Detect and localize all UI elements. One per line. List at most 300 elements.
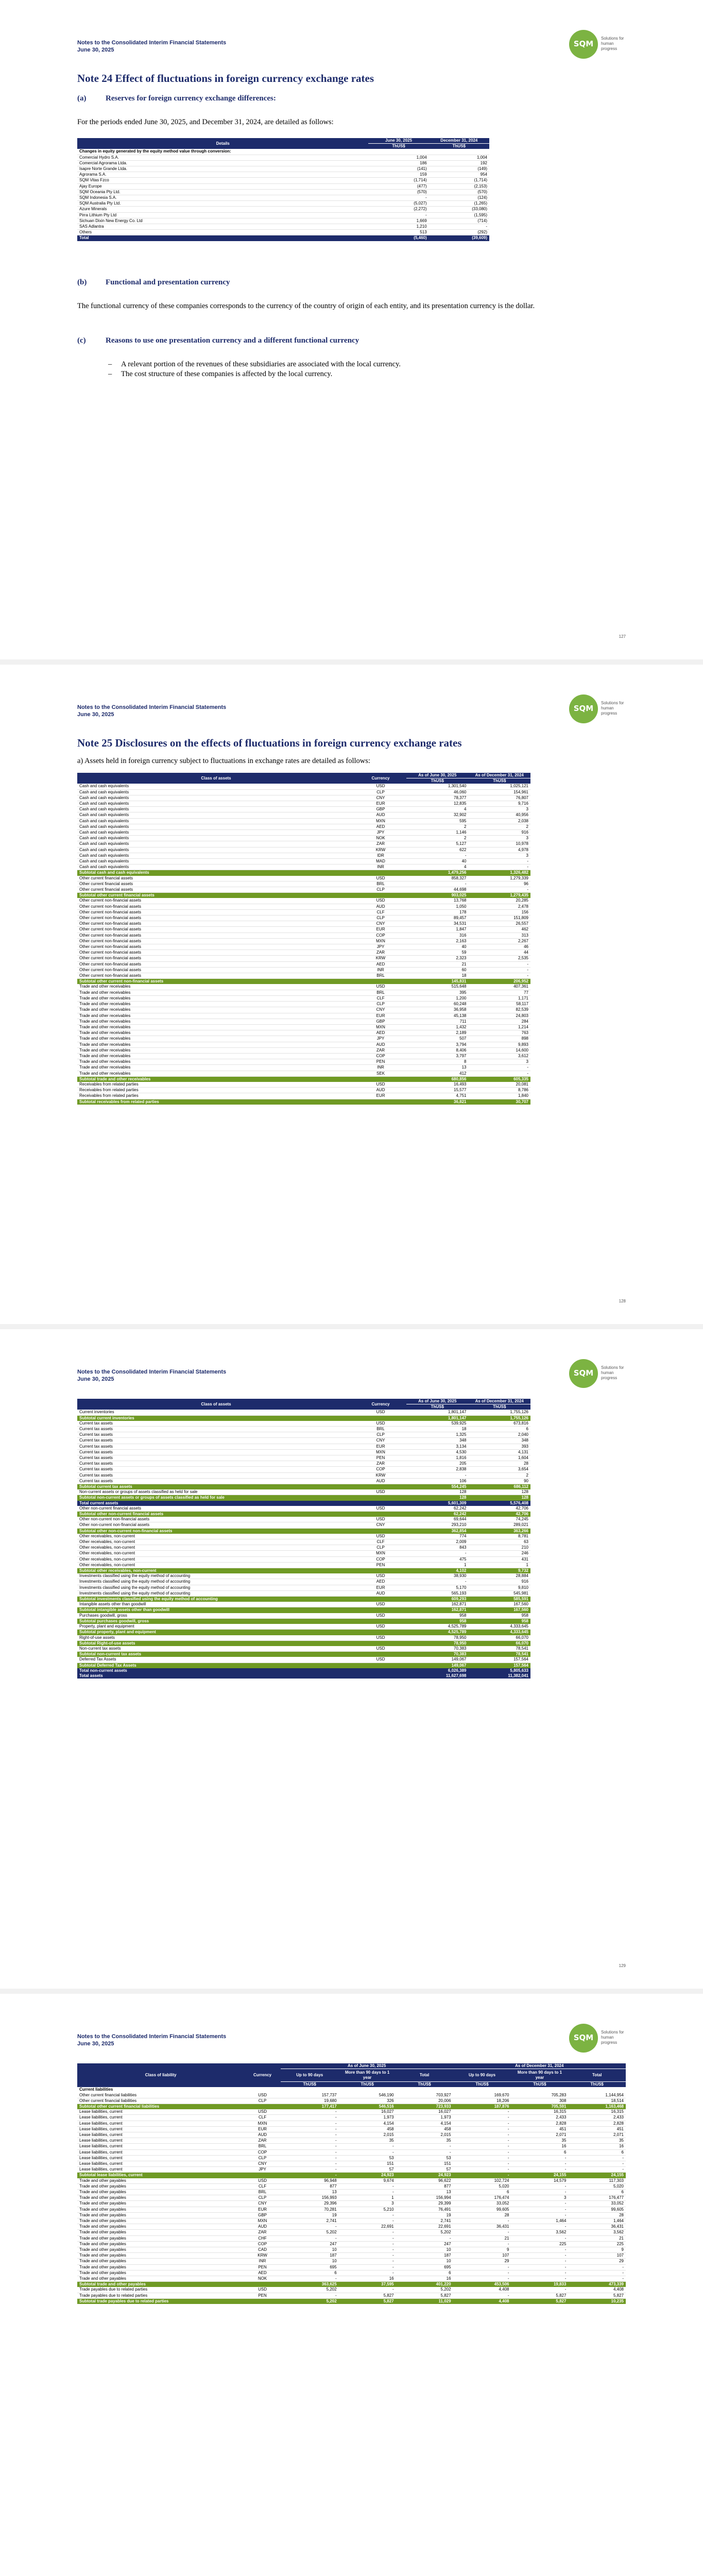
row-value: 326 — [339, 2098, 396, 2104]
table-row — [77, 2149, 626, 2155]
row-currency — [355, 979, 406, 985]
unit-label: ThUS$ — [568, 2082, 626, 2088]
row-value: 35 — [568, 2138, 626, 2144]
row-value: 26,557 — [469, 921, 531, 927]
row-label: Ajay Europe — [77, 183, 368, 189]
row-value: 3 — [469, 853, 531, 858]
row-value: 9,716 — [469, 801, 531, 806]
row-currency: USD — [355, 1534, 406, 1539]
row-value: - — [339, 2241, 396, 2247]
col-more-90: More than 90 days to 1 year — [339, 2069, 396, 2082]
row-currency — [244, 2104, 280, 2109]
row-value: - — [339, 2264, 396, 2270]
table-row — [77, 1042, 530, 1047]
row-currency: CLF — [244, 2115, 280, 2121]
row-value: 686,112 — [469, 1484, 531, 1490]
row-currency — [244, 2298, 280, 2304]
table-row — [77, 995, 530, 1001]
row-value: 2,189 — [406, 1030, 468, 1036]
row-currency: CLP — [244, 2098, 280, 2104]
row-label: Other current non-financial assets — [77, 921, 355, 927]
header-title: Notes to the Consolidated Interim Financial Statements — [77, 2033, 227, 2040]
table-row — [77, 1053, 530, 1059]
row-currency: USD — [355, 984, 406, 990]
row-label: Trade and other payables — [77, 2207, 244, 2212]
row-value: 458 — [339, 2126, 396, 2132]
row-label: Lease liabilities, current — [77, 2109, 244, 2115]
row-value: 958 — [406, 1613, 468, 1619]
page-header — [77, 2033, 226, 2047]
col-dec-2024: December 31, 2024 — [429, 138, 489, 144]
table-row — [77, 1613, 530, 1619]
row-value: 5,827 — [339, 2298, 396, 2304]
row-value: 145,831 — [406, 979, 468, 985]
row-value: 546,190 — [339, 2093, 396, 2098]
table-row — [77, 956, 530, 961]
table-row — [77, 149, 489, 155]
subtotal-row — [77, 2298, 626, 2304]
row-value: 5,210 — [339, 2207, 396, 2212]
row-value: - — [281, 2167, 339, 2173]
row-currency: USD — [355, 784, 406, 789]
unit-label: ThUS$ — [511, 2082, 569, 2088]
row-value: 348 — [406, 1438, 468, 1444]
row-currency — [355, 1673, 406, 1679]
row-value: 9,893 — [469, 1042, 531, 1047]
row-currency: JPY — [355, 944, 406, 950]
row-value: 20,006 — [396, 2098, 453, 2104]
row-label: Comercial Hydro S.A. — [77, 155, 368, 160]
row-value: 32,902 — [406, 812, 468, 818]
row-value: 29 — [453, 2259, 511, 2264]
row-value: 37,595 — [339, 2282, 396, 2287]
row-value: 157,564 — [469, 1657, 531, 1663]
row-currency: PEN — [355, 1455, 406, 1461]
row-label: Cash and cash equivalents — [77, 818, 355, 824]
row-currency: CLP — [355, 1002, 406, 1007]
row-label: Deferred Tax Assets — [77, 1657, 355, 1663]
row-value: 858,327 — [406, 876, 468, 882]
row-value: - — [568, 2270, 626, 2276]
row-value: 6 — [568, 2149, 626, 2155]
row-label: Subtotal investments classified using the equity method of accounting — [77, 1597, 355, 1602]
page-129 — [0, 1329, 703, 1989]
row-value: - — [511, 2287, 569, 2293]
row-label: Trade and other receivables — [77, 1059, 355, 1065]
row-label: Subtotal other non-current non-financial assets — [77, 1528, 355, 1534]
subtotal-row — [77, 1607, 530, 1613]
row-value: 128 — [406, 1495, 468, 1501]
row-label: Subtotal non-current tax assets — [77, 1652, 355, 1657]
row-label: Trade and other receivables — [77, 995, 355, 1001]
row-value: - — [339, 2190, 396, 2195]
row-label: Non-current tax assets — [77, 1646, 355, 1652]
row-currency — [355, 1652, 406, 1657]
row-label: Trade and other payables — [77, 2212, 244, 2218]
row-label: Subtotal receivables from related parties — [77, 1099, 355, 1105]
row-value: 2,741 — [396, 2218, 453, 2224]
row-value: 36,821 — [406, 1099, 468, 1105]
row-currency: USD — [244, 2109, 280, 2115]
table-row — [77, 230, 489, 235]
row-value: 96 — [469, 881, 531, 887]
row-label: Azure Minerals — [77, 207, 368, 212]
row-currency: SEK — [355, 1071, 406, 1076]
row-value: 177,417 — [281, 2104, 339, 2109]
row-value: 76,807 — [469, 795, 531, 801]
row-label: Other non-current financial assets — [77, 1506, 355, 1512]
row-value: 18,514 — [568, 2098, 626, 2104]
row-currency: AUD — [244, 2224, 280, 2230]
table-row — [77, 2259, 626, 2264]
subtotal-row — [77, 870, 530, 876]
row-value: 6 — [568, 2190, 626, 2195]
row-value: 192 — [429, 160, 489, 166]
row-value: - — [511, 2212, 569, 2218]
row-currency — [355, 893, 406, 899]
row-currency: EUR — [244, 2207, 280, 2212]
row-value: 53 — [339, 2155, 396, 2161]
col-class: Class of assets — [77, 773, 355, 784]
table-row — [77, 944, 530, 950]
row-value: 96,622 — [396, 2178, 453, 2184]
row-value: 5,601,309 — [406, 1501, 468, 1506]
row-label: Other current financial assets — [77, 876, 355, 882]
row-value: 3,562 — [511, 2230, 569, 2235]
table-row — [77, 2201, 626, 2207]
row-value: 622 — [406, 847, 468, 853]
table-row — [77, 830, 530, 836]
table-row — [77, 172, 489, 178]
row-currency — [355, 1495, 406, 1501]
row-value: 6 — [453, 2190, 511, 2195]
row-label: Trade and other payables — [77, 2259, 244, 2264]
row-value: 1,279,339 — [469, 876, 531, 882]
row-value: 35 — [396, 2138, 453, 2144]
unit-label: ThUS$ — [406, 778, 468, 784]
row-value: - — [568, 2155, 626, 2161]
row-value: 1,604 — [469, 1455, 531, 1461]
row-value: - — [281, 2235, 339, 2241]
row-value: 1,847 — [406, 927, 468, 933]
row-value: 10,978 — [469, 841, 531, 847]
row-value: - — [453, 2161, 511, 2167]
row-value: 695 — [281, 2264, 339, 2270]
row-value: 2,015 — [339, 2132, 396, 2138]
row-value: (1,714) — [368, 178, 428, 183]
row-currency: USD — [355, 876, 406, 882]
row-value: 40 — [406, 944, 468, 950]
row-value: 1,801,147 — [406, 1410, 468, 1415]
table-row — [77, 1410, 530, 1415]
row-value: 4,751 — [406, 1093, 468, 1099]
row-value: 8,786 — [469, 1088, 531, 1093]
table-row — [77, 1444, 530, 1449]
row-value: 1,464 — [511, 2218, 569, 2224]
row-value: 1 — [469, 1562, 531, 1568]
row-currency — [355, 1597, 406, 1602]
row-value: - — [339, 2287, 396, 2293]
row-label: Isapre Norte Grande Ltda. — [77, 166, 368, 172]
row-value: 157,737 — [281, 2093, 339, 2098]
section-letter: (a) — [77, 94, 87, 103]
row-value: 4,978 — [469, 847, 531, 853]
table-row — [77, 1478, 530, 1484]
row-value: 11,627,698 — [406, 1673, 468, 1679]
row-currency: KRW — [355, 847, 406, 853]
row-value: 24,155 — [568, 2173, 626, 2178]
col-class: Class of assets — [77, 1399, 355, 1410]
row-value: 1,171 — [469, 995, 531, 1001]
row-label: Trade and other receivables — [77, 990, 355, 995]
row-value: 5,827 — [511, 2293, 569, 2298]
row-value: - — [281, 2144, 339, 2149]
row-value: 176,477 — [568, 2195, 626, 2201]
row-label: Investments classified using the equity method of accounting — [77, 1579, 355, 1585]
row-value: 431 — [469, 1556, 531, 1562]
row-label: Trade and other receivables — [77, 1042, 355, 1047]
row-currency: MXN — [355, 818, 406, 824]
table-row — [77, 1534, 530, 1539]
logo-text: SQM — [573, 39, 594, 48]
unit-label: ThUS$ — [453, 2082, 511, 2088]
subtotal-row — [77, 1484, 530, 1490]
page-header — [77, 704, 226, 718]
row-value: 6 — [511, 2149, 569, 2155]
table-row — [77, 2235, 626, 2241]
section-letter: (c) — [77, 336, 86, 345]
row-label: Trade and other receivables — [77, 1065, 355, 1071]
row-value: 2,071 — [568, 2132, 626, 2138]
section-title: Reserves for foreign currency exchange differences: — [106, 94, 276, 103]
row-label: Subtotal other current financial assets — [77, 893, 355, 899]
table-row — [77, 2247, 626, 2253]
row-label: Lease liabilities, current — [77, 2149, 244, 2155]
row-value: 680,856 — [406, 1076, 468, 1082]
row-value: 2,828 — [568, 2121, 626, 2126]
row-value: 1,214 — [469, 1024, 531, 1030]
row-currency: USD — [355, 1421, 406, 1427]
row-value: 412 — [406, 1071, 468, 1076]
row-label: Other current non-financial assets — [77, 973, 355, 979]
row-value: 5,127 — [406, 841, 468, 847]
unit-label: ThUS$ — [339, 2082, 396, 2088]
row-value: 595 — [406, 818, 468, 824]
row-value: 225 — [511, 2241, 569, 2247]
row-value: 903,025 — [406, 893, 468, 899]
row-value: - — [281, 2138, 339, 2144]
logo-tagline: Solutions for human progress — [601, 1365, 624, 1380]
row-value: - — [368, 195, 428, 201]
row-value: 705,283 — [511, 2093, 569, 2098]
row-value: 8,781 — [469, 1534, 531, 1539]
row-value: 3,797 — [406, 1053, 468, 1059]
row-label: Cash and cash equivalents — [77, 836, 355, 841]
row-label: Total current assets — [77, 1501, 355, 1506]
row-value: - — [511, 2161, 569, 2167]
row-label: Cash and cash equivalents — [77, 812, 355, 818]
row-label: Subtotal purchases goodwill, gross — [77, 1618, 355, 1624]
row-value: 393 — [469, 1444, 531, 1449]
table-row — [77, 2276, 626, 2282]
row-value: 206,952 — [469, 979, 531, 985]
row-currency — [355, 1607, 406, 1613]
row-value: 4,333,645 — [469, 1630, 531, 1635]
row-value: 565,193 — [406, 1590, 468, 1596]
row-value: 2,071 — [511, 2132, 569, 2138]
row-value: 70,383 — [406, 1646, 468, 1652]
row-value: 20,081 — [469, 1082, 531, 1088]
row-currency — [244, 2282, 280, 2287]
row-value: 18 — [406, 973, 468, 979]
row-value: 289,021 — [469, 1522, 531, 1528]
table-row — [77, 859, 530, 865]
row-currency: MXN — [244, 2121, 280, 2126]
row-value: 40 — [406, 859, 468, 865]
row-label: Right-of-use assets — [77, 1635, 355, 1641]
row-value: 695 — [396, 2264, 453, 2270]
row-value: 1,973 — [339, 2115, 396, 2121]
row-value: (5,027) — [368, 201, 428, 207]
table-row — [77, 2190, 626, 2195]
row-label: Cash and cash equivalents — [77, 807, 355, 812]
row-value: 5,576,408 — [469, 1501, 531, 1506]
row-label: Other current non-financial assets — [77, 904, 355, 909]
row-value: - — [281, 2115, 339, 2121]
row-value: 78,950 — [406, 1635, 468, 1641]
row-label: Other receivables, non-current — [77, 1534, 355, 1539]
row-label: Current tax assets — [77, 1444, 355, 1449]
row-label: Lease liabilities, current — [77, 2132, 244, 2138]
table-row — [77, 865, 530, 870]
liabilities-table — [77, 2063, 626, 2304]
row-currency: CLF — [355, 909, 406, 915]
row-value: 19 — [396, 2212, 453, 2218]
section-row — [77, 2087, 626, 2092]
row-currency: AUD — [355, 1590, 406, 1596]
row-label: Lease liabilities, current — [77, 2144, 244, 2149]
row-value: 89,457 — [406, 916, 468, 921]
row-currency: USD — [355, 1635, 406, 1641]
row-value: 162,871 — [406, 1607, 468, 1613]
row-value: 9,674 — [339, 2178, 396, 2184]
row-label: Trade and other payables — [77, 2264, 244, 2270]
unit-label: ThUS$ — [281, 2082, 339, 2088]
row-value: - — [339, 2230, 396, 2235]
table-row — [77, 1489, 530, 1495]
row-value: - — [339, 2253, 396, 2259]
row-label: Total assets — [77, 1673, 355, 1679]
col-jun-2025: June 30, 2025 — [368, 138, 428, 144]
row-label: Other current non-financial assets — [77, 938, 355, 944]
row-value: 2,535 — [469, 956, 531, 961]
row-currency: KRW — [355, 1472, 406, 1478]
table-row — [77, 1088, 530, 1093]
row-value: 74,245 — [469, 1517, 531, 1522]
row-label: Other receivables, non-current — [77, 1545, 355, 1551]
row-value: 40,956 — [469, 812, 531, 818]
total-row — [77, 1501, 530, 1506]
row-value: 1,755,126 — [469, 1415, 531, 1421]
row-label: Investments classified using the equity method of accounting — [77, 1573, 355, 1579]
row-value: 58,117 — [469, 1002, 531, 1007]
table-row — [77, 1082, 530, 1088]
row-currency: CHF — [244, 2235, 280, 2241]
row-label: Trade payables due to related parties — [77, 2293, 244, 2298]
row-value: 363,266 — [469, 1528, 531, 1534]
row-label: Lease liabilities, current — [77, 2161, 244, 2167]
unit-label: ThUS$ — [469, 1404, 531, 1410]
row-label: Other current non-financial assets — [77, 956, 355, 961]
row-value: 76,491 — [396, 2207, 453, 2212]
row-value: - — [453, 2115, 511, 2121]
row-value: - — [453, 2167, 511, 2173]
row-value: 63 — [469, 1539, 531, 1545]
row-currency: EUR — [355, 927, 406, 933]
row-value: - — [281, 2126, 339, 2132]
row-value: 151,809 — [469, 916, 531, 921]
row-value: 1,210 — [368, 224, 428, 230]
row-value: (570) — [429, 189, 489, 195]
row-label: Cash and cash equivalents — [77, 859, 355, 865]
company-logo — [569, 2024, 626, 2053]
row-value: - — [469, 961, 531, 967]
row-label: Trade and other payables — [77, 2230, 244, 2235]
row-value: 4,333,645 — [469, 1624, 531, 1630]
table-row — [77, 189, 489, 195]
row-currency: NOK — [244, 2276, 280, 2282]
row-label: Other current non-financial assets — [77, 909, 355, 915]
page-128 — [0, 665, 703, 1324]
row-value: 13,768 — [406, 898, 468, 904]
row-value: 3 — [469, 1059, 531, 1065]
row-value: 62,242 — [406, 1506, 468, 1512]
row-value: 99,605 — [453, 2207, 511, 2212]
col-period-2025: As of June 30, 2025 — [281, 2063, 453, 2069]
row-label: Purchases goodwill, gross — [77, 1613, 355, 1619]
table-row — [77, 836, 530, 841]
table-row — [77, 160, 489, 166]
row-value: 186 — [368, 160, 428, 166]
row-value: 149,067 — [406, 1663, 468, 1668]
unit-label: ThUS$ — [396, 2082, 453, 2088]
row-label: Comercial Agrorama Ltda. — [77, 160, 368, 166]
row-value: 3 — [469, 836, 531, 841]
row-value: 210 — [469, 1545, 531, 1551]
row-value: 187,876 — [453, 2104, 511, 2109]
row-label: Cash and cash equivalents — [77, 795, 355, 801]
row-value: 4,131 — [469, 1449, 531, 1455]
row-value: 159 — [368, 172, 428, 178]
row-currency: COP — [355, 1556, 406, 1562]
row-label: Lease liabilities, current — [77, 2167, 244, 2173]
row-label: Current tax assets — [77, 1432, 355, 1438]
table-row — [77, 973, 530, 979]
table-row — [77, 1007, 530, 1013]
table-row — [77, 2230, 626, 2235]
row-currency: EUR — [355, 1444, 406, 1449]
bullet-item: – The cost structure of these companies is affected by the local currency. — [108, 370, 333, 378]
row-value: 763 — [469, 1030, 531, 1036]
row-value: 77 — [469, 990, 531, 995]
row-value: - — [281, 2173, 339, 2178]
row-value: - — [511, 2201, 569, 2207]
row-value: 117,303 — [568, 2178, 626, 2184]
row-value: 78,541 — [469, 1646, 531, 1652]
row-label: Current tax assets — [77, 1467, 355, 1472]
row-value: 316 — [406, 933, 468, 938]
row-value: - — [511, 2155, 569, 2161]
